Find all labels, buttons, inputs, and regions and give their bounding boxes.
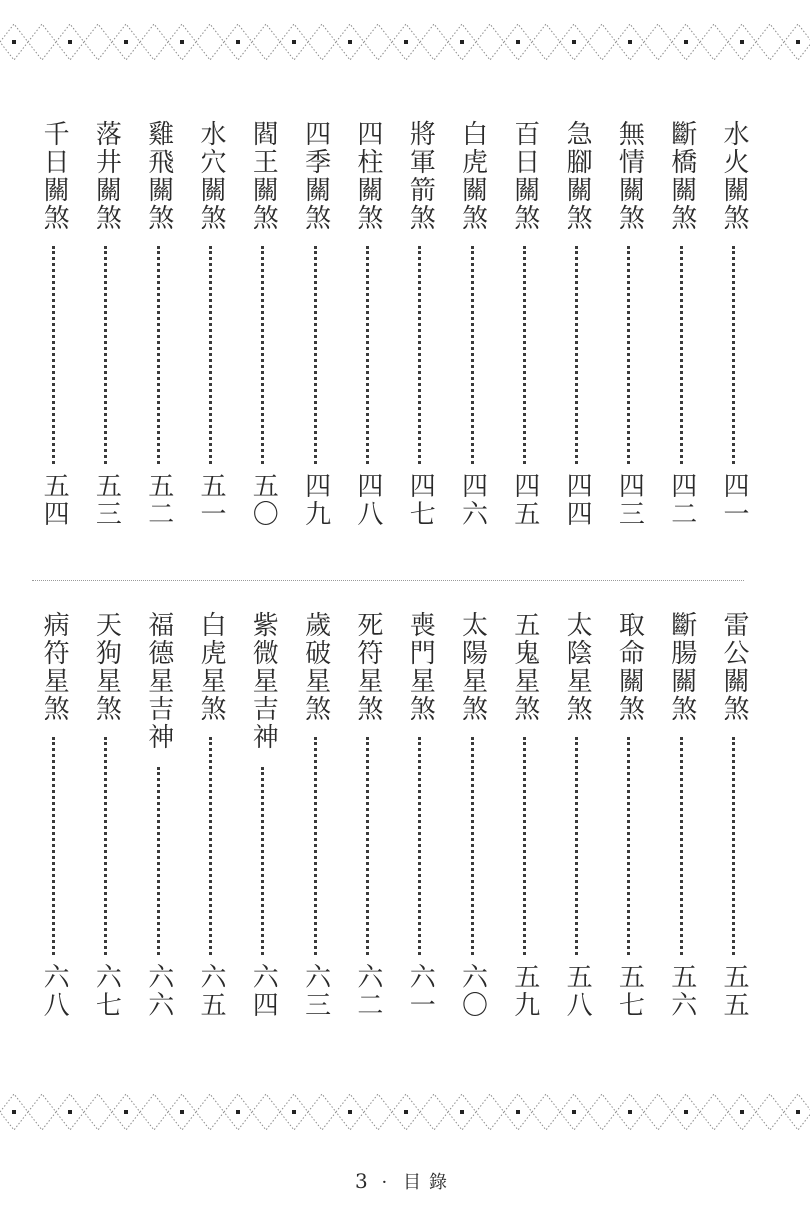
toc-dot-leader [104,737,107,955]
toc-entry-title: 閻王關煞 [248,120,279,232]
toc-entry-page: 四三 [614,472,645,528]
toc-entry-page: 五三 [91,472,122,528]
ornament-dot [740,1110,744,1114]
diamond-ornament [476,24,504,60]
toc-entry-page: 四二 [666,472,697,528]
toc-entry [609,603,649,1033]
toc-entry-page: 六三 [300,963,331,1019]
footer-section-label: 目錄 [402,1172,455,1193]
ornament-dot [404,40,408,44]
ornament-dot [124,40,128,44]
toc-entry-title: 雷公關煞 [719,611,749,723]
toc-entry [139,603,179,1033]
toc-dot-leader [261,767,264,955]
toc-dot-leader [680,737,683,955]
toc-entry-title: 水穴關煞 [196,120,226,232]
bottom-decorative-border [0,1088,810,1136]
toc-entry [348,603,388,1033]
toc-entry [348,112,388,542]
ornament-dot [348,1110,352,1114]
ornament-dot [404,1110,408,1114]
ornament-dot [292,1110,296,1114]
diamond-ornament [308,1094,336,1130]
toc-dot-leader [209,246,212,464]
ornament-dot [684,1110,688,1114]
ornament-dot [628,1110,632,1114]
ornament-dot [68,1110,72,1114]
toc-entry-page: 五一 [196,472,226,528]
toc-entry [714,603,754,1033]
toc-entry-title: 病符星煞 [39,611,70,723]
toc-entry [296,112,336,542]
toc-entry-title: 水火關煞 [719,120,749,232]
diamond-ornament [588,24,616,60]
toc-entry-title: 喪門星煞 [405,611,436,723]
ornament-dot [572,1110,576,1114]
diamond-lattice-pattern [0,18,810,66]
toc-upper-section [0,112,810,542]
diamond-ornament [28,1094,56,1130]
toc-entry [453,112,493,542]
toc-entry-title: 五鬼星煞 [509,611,540,723]
ornament-dot [236,40,240,44]
toc-lower-section [0,603,810,1033]
ornament-dot [796,40,800,44]
toc-entry-page: 五七 [614,963,645,1019]
diamond-ornament [28,24,56,60]
toc-entry-page: 四一 [719,472,749,528]
diamond-ornament [700,24,728,60]
toc-dot-leader [732,737,735,955]
toc-entry-page: 四五 [509,472,540,528]
toc-entry-title: 天狗星煞 [91,611,122,723]
toc-entry [86,112,126,542]
toc-dot-leader [523,246,526,464]
diamond-lattice-pattern [0,1088,810,1136]
toc-dot-leader [366,737,369,955]
toc-entry-title: 落井關煞 [91,120,122,232]
ornament-dot [68,40,72,44]
toc-dot-leader [52,246,55,464]
diamond-ornament [308,24,336,60]
toc-entry [191,112,231,542]
toc-entry-page: 五二 [143,472,174,528]
toc-entry-title: 四柱關煞 [352,120,383,232]
toc-entry-title: 死符星煞 [352,611,383,723]
toc-entry-title: 太陰星煞 [562,611,593,723]
toc-entry-page: 五四 [39,472,70,528]
toc-dot-leader [471,246,474,464]
ornament-dot [12,40,16,44]
footer-separator: · [381,1172,388,1193]
toc-entry [453,603,493,1033]
toc-entry-page: 四七 [405,472,436,528]
toc-dot-leader [157,246,160,464]
ornament-dot [180,1110,184,1114]
toc-entry [296,603,336,1033]
toc-dot-leader [418,737,421,955]
toc-dot-leader [314,737,317,955]
page-footer [0,1168,810,1194]
toc-entry [400,603,440,1033]
ornament-dot [124,1110,128,1114]
toc-entry [139,112,179,542]
ornament-dot [12,1110,16,1114]
toc-entry-page: 六一 [405,963,436,1019]
toc-entry-page: 四四 [562,472,593,528]
toc-entry [86,603,126,1033]
toc-entry [662,112,702,542]
toc-dot-leader [523,737,526,955]
toc-entry [191,603,231,1033]
toc-entry-title: 福德星吉神 [143,611,174,751]
diamond-ornament [588,1094,616,1130]
diamond-ornament [364,1094,392,1130]
toc-entry [243,112,283,542]
toc-entry-title: 斷腸關煞 [666,611,697,723]
toc-entry-title: 四季關煞 [300,120,331,232]
toc-entry-title: 千日關煞 [39,120,70,232]
ornament-dot [292,40,296,44]
toc-entry-page: 五六 [666,963,697,1019]
diamond-ornament [532,1094,560,1130]
footer-page-number: 3 [355,1169,368,1193]
toc-entry-page: 六六 [143,963,174,1019]
top-decorative-border [0,18,810,66]
toc-entry-title: 太陽星煞 [457,611,488,723]
toc-dot-leader [104,246,107,464]
toc-entry-title: 斷橋關煞 [666,120,697,232]
toc-entry [609,112,649,542]
diamond-ornament [196,24,224,60]
toc-entry [557,603,597,1033]
toc-entry-page: 六二 [352,963,383,1019]
toc-entry [714,112,754,542]
ornament-dot [516,40,520,44]
toc-entry-title: 白虎星煞 [196,611,226,723]
diamond-ornament [84,1094,112,1130]
diamond-ornament [644,24,672,60]
toc-entry-title: 雞飛關煞 [143,120,174,232]
diamond-ornament [84,24,112,60]
toc-entry-page: 五五 [719,963,749,1019]
toc-entry [557,112,597,542]
toc-entry-title: 急腳關煞 [562,120,593,232]
toc-entry [34,603,74,1033]
toc-entry-page: 六八 [39,963,70,1019]
diamond-ornament [756,24,784,60]
ornament-dot [460,1110,464,1114]
toc-entry [662,603,702,1033]
diamond-ornament [420,1094,448,1130]
toc-entry-title: 白虎關煞 [457,120,488,232]
section-divider [32,580,744,581]
diamond-ornament [420,24,448,60]
toc-entry [505,603,545,1033]
toc-dot-leader [575,737,578,955]
diamond-ornament [756,1094,784,1130]
toc-entry-title: 將軍箭煞 [405,120,436,232]
toc-entry-page: 四九 [300,472,331,528]
toc-dot-leader [261,246,264,464]
toc-entry [34,112,74,542]
toc-entry-title: 取命關煞 [614,611,645,723]
toc-dot-leader [732,246,735,464]
toc-entry [505,112,545,542]
ornament-dot [236,1110,240,1114]
toc-entry-page: 五九 [509,963,540,1019]
diamond-ornament [196,1094,224,1130]
toc-dot-leader [471,737,474,955]
ornament-dot [796,1110,800,1114]
toc-entry-page: 六〇 [457,963,488,1019]
toc-entry-page: 六七 [91,963,122,1019]
diamond-ornament [476,1094,504,1130]
toc-dot-leader [575,246,578,464]
toc-entry-page: 五八 [562,963,593,1019]
toc-entry-page: 六五 [196,963,226,1019]
diamond-ornament [364,24,392,60]
toc-dot-leader [314,246,317,464]
toc-entry-title: 無情關煞 [614,120,645,232]
diamond-ornament [140,24,168,60]
toc-dot-leader [680,246,683,464]
toc-entry-page: 五〇 [248,472,279,528]
toc-dot-leader [52,737,55,955]
diamond-ornament [700,1094,728,1130]
toc-dot-leader [366,246,369,464]
diamond-ornament [532,24,560,60]
toc-dot-leader [209,737,212,955]
toc-dot-leader [627,246,630,464]
toc-entry-page: 六四 [248,963,279,1019]
diamond-ornament [140,1094,168,1130]
ornament-dot [348,40,352,44]
toc-entry-title: 百日關煞 [509,120,540,232]
ornament-dot [572,40,576,44]
diamond-ornament [252,24,280,60]
diamond-ornament [252,1094,280,1130]
ornament-dot [516,1110,520,1114]
toc-dot-leader [157,767,160,955]
toc-entry-page: 四六 [457,472,488,528]
toc-entry-title: 歲破星煞 [300,611,331,723]
diamond-ornament [644,1094,672,1130]
ornament-dot [460,40,464,44]
toc-dot-leader [418,246,421,464]
ornament-dot [628,40,632,44]
toc-entry [243,603,283,1033]
ornament-dot [180,40,184,44]
toc-entry-page: 四八 [352,472,383,528]
ornament-dot [740,40,744,44]
toc-dot-leader [627,737,630,955]
toc-entry-title: 紫微星吉神 [248,611,279,751]
ornament-dot [684,40,688,44]
toc-entry [400,112,440,542]
